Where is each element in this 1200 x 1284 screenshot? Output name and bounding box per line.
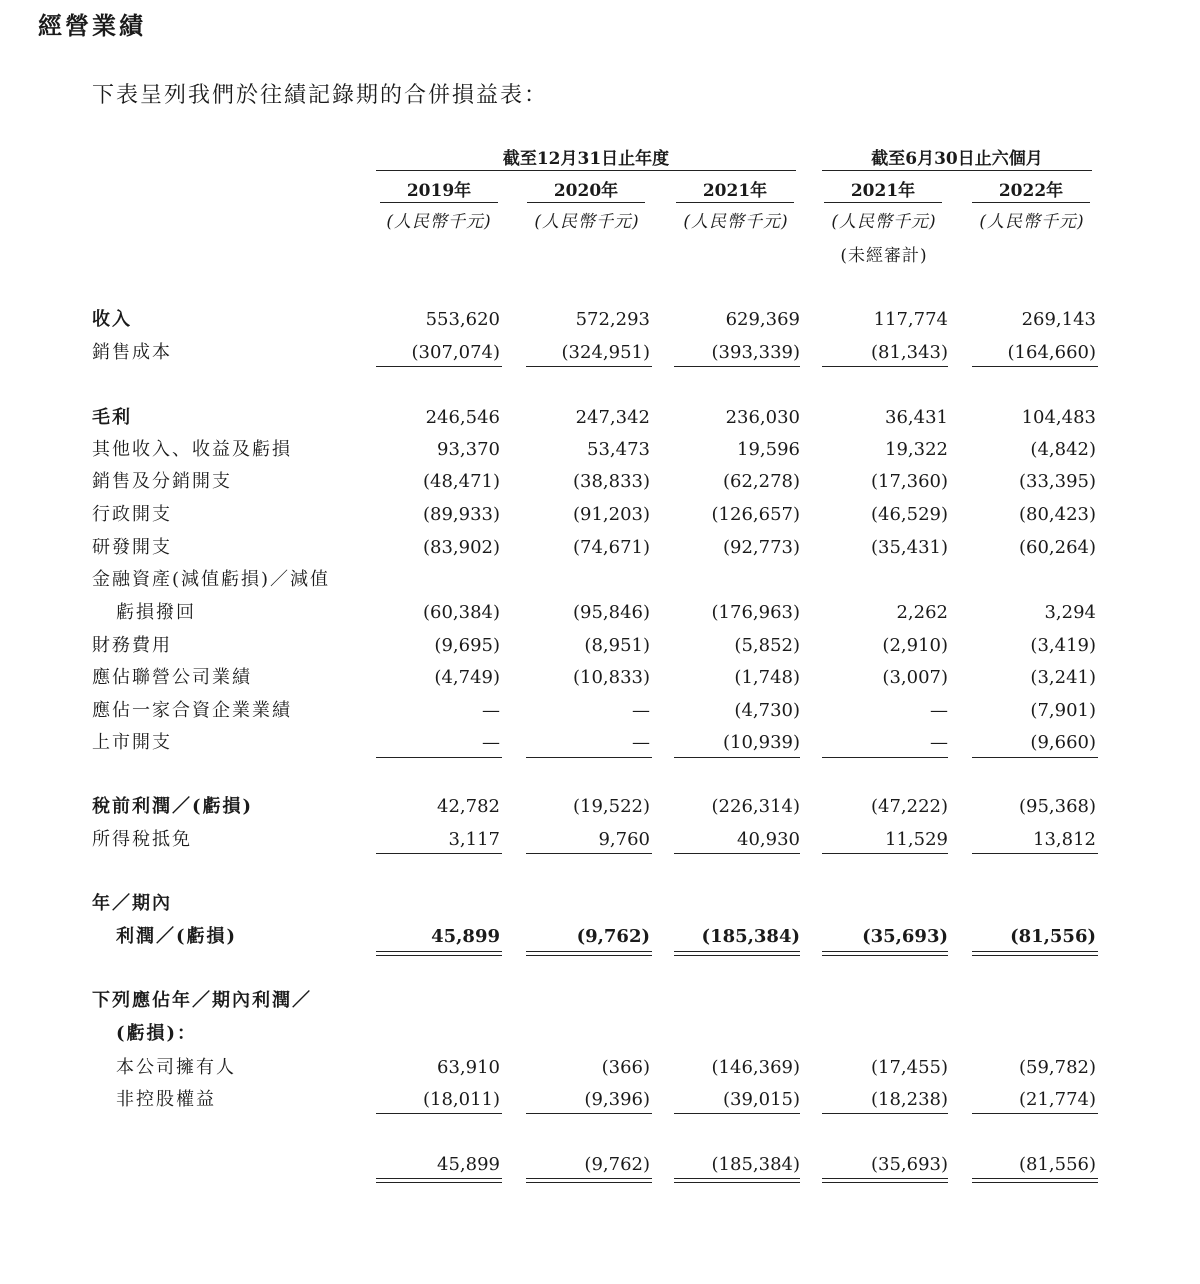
cell: (92,773)	[722, 537, 800, 558]
year-header-4: 2021年	[824, 176, 942, 203]
cell: (366)	[601, 1057, 650, 1078]
cell: (9,396)	[584, 1089, 650, 1110]
cell: 572,293	[575, 309, 650, 330]
row-label: 研發開支	[92, 537, 172, 558]
header-group-annual: 截至12月31日止年度	[376, 144, 796, 171]
underline	[526, 366, 652, 367]
cell: 45,899	[437, 1154, 500, 1175]
double-underline	[972, 1178, 1098, 1183]
cell: 13,812	[1033, 829, 1096, 850]
underline	[674, 1113, 800, 1114]
cell: (46,529)	[870, 504, 948, 525]
underline	[526, 757, 652, 758]
row-label: 非控股權益	[116, 1089, 216, 1110]
cell: (17,360)	[870, 471, 948, 492]
row-label: 下列應佔年／期內利潤／	[92, 990, 312, 1011]
cell: (95,368)	[1018, 796, 1096, 817]
row-label: 虧損撥回	[116, 602, 196, 623]
row-joint-venture	[0, 696, 1200, 726]
cell: (4,730)	[734, 700, 800, 721]
row-gross-profit	[0, 403, 1200, 433]
underline	[376, 757, 502, 758]
cell: (18,238)	[870, 1089, 948, 1110]
row-total	[0, 1150, 1200, 1180]
underline	[822, 757, 948, 758]
row-label: 毛利	[92, 407, 132, 428]
double-underline	[376, 1178, 502, 1183]
cell: (18,011)	[422, 1089, 500, 1110]
row-admin-expenses	[0, 500, 1200, 530]
cell: (9,660)	[1030, 732, 1096, 753]
row-label: 利潤／(虧損)	[116, 926, 238, 947]
double-underline	[822, 1178, 948, 1183]
underline	[376, 853, 502, 854]
cell: (83,902)	[422, 537, 500, 558]
cell: (91,203)	[572, 504, 650, 525]
header-group-six-months: 截至6月30日止六個月	[822, 144, 1092, 171]
row-label: 其他收入、收益及虧損	[92, 439, 292, 460]
cell: 9,760	[598, 829, 650, 850]
underline	[376, 1113, 502, 1114]
cell: 19,322	[885, 439, 948, 460]
double-underline	[822, 951, 948, 956]
cell: (48,471)	[422, 471, 500, 492]
underline	[674, 757, 800, 758]
cell: 93,370	[437, 439, 500, 460]
cell: 236,030	[725, 407, 800, 428]
cell: (21,774)	[1018, 1089, 1096, 1110]
double-underline	[526, 1178, 652, 1183]
cell: (81,556)	[1010, 926, 1096, 947]
cell: 246,546	[425, 407, 500, 428]
row-income-tax	[0, 825, 1200, 855]
cell: 40,930	[737, 829, 800, 850]
underline	[972, 853, 1098, 854]
cell: 247,342	[575, 407, 650, 428]
cell: (60,264)	[1018, 537, 1096, 558]
cell: (59,782)	[1018, 1057, 1096, 1078]
row-finance-costs	[0, 631, 1200, 661]
row-profit-for-period	[0, 922, 1200, 952]
cell: (9,762)	[584, 1154, 650, 1175]
cell: —	[930, 732, 948, 753]
cell: (307,074)	[411, 342, 500, 363]
cell: (9,762)	[576, 926, 650, 947]
underline	[972, 757, 1098, 758]
double-underline	[526, 951, 652, 956]
cell: —	[632, 700, 650, 721]
cell: (164,660)	[1007, 342, 1096, 363]
cell: (7,901)	[1030, 700, 1096, 721]
row-period-label	[0, 889, 1200, 919]
cell: (74,671)	[572, 537, 650, 558]
cell: (89,933)	[422, 504, 500, 525]
cell: (38,833)	[572, 471, 650, 492]
underline	[822, 1113, 948, 1114]
row-label: 年／期內	[92, 893, 172, 914]
row-label: 所得稅抵免	[92, 829, 192, 850]
cell: 11,529	[885, 829, 948, 850]
unit-label-3: (人民幣千元)	[683, 212, 789, 232]
row-cost-of-sales	[0, 338, 1200, 368]
row-attributable-label-2	[0, 1019, 1200, 1049]
row-selling-expenses	[0, 467, 1200, 497]
cell: 63,910	[437, 1057, 500, 1078]
row-associates	[0, 663, 1200, 693]
cell: 269,143	[1021, 309, 1096, 330]
row-label: 行政開支	[92, 504, 172, 525]
cell: (39,015)	[722, 1089, 800, 1110]
cell: (35,693)	[862, 926, 948, 947]
cell: (393,339)	[711, 342, 800, 363]
double-underline	[376, 951, 502, 956]
cell: (1,748)	[734, 667, 800, 688]
cell: 3,117	[448, 829, 500, 850]
row-attributable-label	[0, 986, 1200, 1016]
cell: (10,833)	[572, 667, 650, 688]
row-owners	[0, 1053, 1200, 1083]
cell: (8,951)	[584, 635, 650, 656]
cell: (80,423)	[1018, 504, 1096, 525]
cell: 53,473	[587, 439, 650, 460]
year-header-5: 2022年	[972, 176, 1090, 203]
underline	[822, 366, 948, 367]
cell: —	[482, 700, 500, 721]
cell: (9,695)	[434, 635, 500, 656]
underline	[376, 366, 502, 367]
unit-label-2: (人民幣千元)	[534, 212, 640, 232]
row-label: 本公司擁有人	[116, 1057, 236, 1078]
cell: (19,522)	[572, 796, 650, 817]
row-impairment-label	[0, 565, 1200, 595]
row-profit-before-tax	[0, 792, 1200, 822]
cell: 629,369	[725, 309, 800, 330]
cell: (35,693)	[870, 1154, 948, 1175]
row-label: 銷售成本	[92, 342, 172, 363]
unaudited-label: (未經審計)	[840, 246, 928, 266]
cell: —	[482, 732, 500, 753]
cell: 2,262	[896, 602, 948, 623]
cell: 553,620	[425, 309, 500, 330]
cell: 117,774	[873, 309, 948, 330]
cell: —	[930, 700, 948, 721]
row-label: (虧損)：	[116, 1023, 198, 1044]
unit-label-5: (人民幣千元)	[979, 212, 1085, 232]
row-label: 收入	[92, 309, 132, 330]
cell: 3,294	[1044, 602, 1096, 623]
cell: (226,314)	[711, 796, 800, 817]
section-title: 經營業績	[38, 11, 146, 40]
cell: (95,846)	[572, 602, 650, 623]
row-impairment-reversal	[0, 598, 1200, 628]
row-label: 稅前利潤／(虧損)	[92, 796, 254, 817]
cell: (4,749)	[434, 667, 500, 688]
cell: (3,241)	[1030, 667, 1096, 688]
year-header-3: 2021年	[676, 176, 794, 203]
year-header-1: 2019年	[380, 176, 498, 203]
cell: (185,384)	[711, 1154, 800, 1175]
cell: (126,657)	[711, 504, 800, 525]
underline	[822, 853, 948, 854]
underline	[526, 1113, 652, 1114]
row-other-income	[0, 435, 1200, 465]
cell: (81,556)	[1018, 1154, 1096, 1175]
underline	[972, 366, 1098, 367]
cell: (2,910)	[882, 635, 948, 656]
row-label: 財務費用	[92, 635, 172, 656]
row-listing-expenses	[0, 728, 1200, 758]
cell: (62,278)	[722, 471, 800, 492]
double-underline	[972, 951, 1098, 956]
underline	[674, 366, 800, 367]
cell: (4,842)	[1030, 439, 1096, 460]
cell: (17,455)	[870, 1057, 948, 1078]
cell: (185,384)	[701, 926, 800, 947]
cell: 36,431	[885, 407, 948, 428]
cell: (10,939)	[722, 732, 800, 753]
cell: (35,431)	[870, 537, 948, 558]
row-non-controlling	[0, 1085, 1200, 1115]
row-label: 金融資產(減值虧損)／減值	[92, 569, 331, 590]
cell: (81,343)	[870, 342, 948, 363]
cell: (146,369)	[711, 1057, 800, 1078]
double-underline	[674, 1178, 800, 1183]
double-underline	[674, 951, 800, 956]
underline	[972, 1113, 1098, 1114]
underline	[526, 853, 652, 854]
cell: (324,951)	[561, 342, 650, 363]
cell: 45,899	[431, 926, 500, 947]
year-header-2: 2020年	[527, 176, 645, 203]
cell: (3,007)	[882, 667, 948, 688]
cell: (5,852)	[734, 635, 800, 656]
cell: 19,596	[737, 439, 800, 460]
cell: (60,384)	[422, 602, 500, 623]
unit-label-1: (人民幣千元)	[386, 212, 492, 232]
cell: (47,222)	[870, 796, 948, 817]
underline	[674, 853, 800, 854]
intro-text: 下表呈列我們於往績記錄期的合併損益表：	[92, 83, 549, 108]
unit-label-4: (人民幣千元)	[831, 212, 937, 232]
row-label: 上市開支	[92, 732, 172, 753]
cell: (33,395)	[1018, 471, 1096, 492]
cell: 42,782	[437, 796, 500, 817]
row-label: 銷售及分銷開支	[92, 471, 232, 492]
row-label: 應佔一家合資企業業績	[92, 700, 292, 721]
row-rnd-expenses	[0, 533, 1200, 563]
cell: (3,419)	[1030, 635, 1096, 656]
cell: 104,483	[1021, 407, 1096, 428]
row-label: 應佔聯營公司業績	[92, 667, 252, 688]
row-revenue	[0, 305, 1200, 335]
cell: —	[632, 732, 650, 753]
cell: (176,963)	[711, 602, 800, 623]
